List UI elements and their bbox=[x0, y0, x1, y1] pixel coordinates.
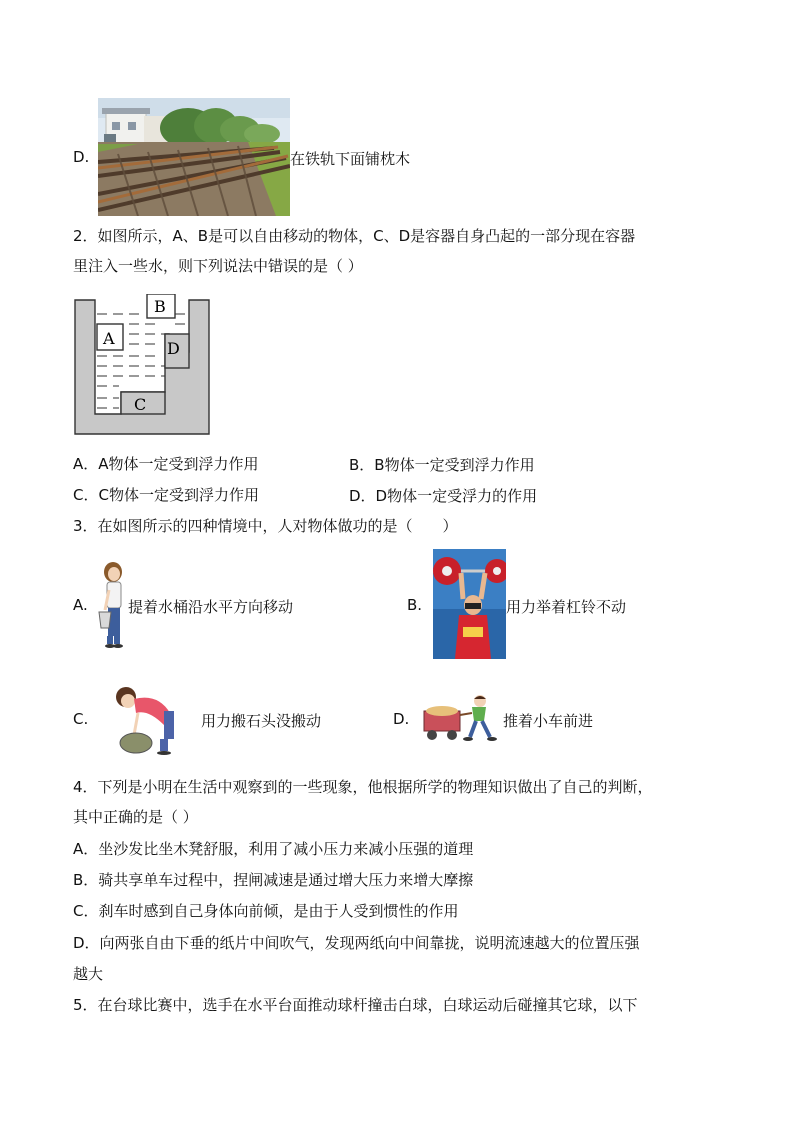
person-lifting-stone-image bbox=[108, 683, 180, 755]
question-3-option-d-prefix: D. bbox=[393, 710, 410, 728]
question-4-option-c: C．刹车时感到自己身体向前倾，是由于人受到惯性的作用 bbox=[73, 902, 459, 920]
question-3-option-a-text: 提着水桶沿水平方向移动 bbox=[128, 598, 294, 616]
label-c: C bbox=[134, 395, 147, 414]
question-2-option-c: C．C物体一定受到浮力作用 bbox=[73, 486, 259, 504]
question-4-option-d-line1: D．向两张自由下垂的纸片中间吹气，发现两纸向中间靠拢，说明流速越大的位置压强 bbox=[73, 934, 640, 952]
question-4-stem-line1: 4．下列是小明在生活中观察到的一些现象，他根据所学的物理知识做出了自己的判断， bbox=[73, 778, 653, 796]
label-b: B bbox=[154, 297, 166, 316]
person-pushing-cart-image bbox=[420, 693, 498, 745]
option-d-text: 在铁轨下面铺枕木 bbox=[290, 150, 411, 168]
question-2-option-b: B．B物体一定受到浮力作用 bbox=[349, 456, 535, 474]
label-d: D bbox=[167, 339, 180, 358]
question-3-option-b-text: 用力举着杠铃不动 bbox=[506, 598, 627, 616]
question-3-stem: 3．在如图所示的四种情境中，人对物体做功的是（ ） bbox=[73, 517, 458, 535]
option-d-prefix: D. bbox=[73, 148, 90, 166]
question-3-option-d-text: 推着小车前进 bbox=[503, 712, 594, 730]
person-carrying-bucket-image bbox=[97, 560, 127, 648]
railway-photo bbox=[98, 98, 290, 216]
question-3-option-a-prefix: A. bbox=[73, 596, 88, 614]
question-4-option-b: B．骑共享单车过程中，捏闸减速是通过增大压力来增大摩擦 bbox=[73, 871, 474, 889]
question-4-option-a: A．坐沙发比坐木凳舒服，利用了减小压力来减小压强的道理 bbox=[73, 840, 474, 858]
question-4-option-d-line2: 越大 bbox=[73, 965, 104, 983]
question-5-stem: 5．在台球比赛中，选手在水平台面推动球杆撞击白球，白球运动后碰撞其它球，以下 bbox=[73, 996, 638, 1014]
question-2-stem-line1: 2．如图所示，A、B是可以自由移动的物体，C、D是容器自身凸起的一部分现在容器 bbox=[73, 227, 636, 245]
weightlifter-photo bbox=[433, 549, 506, 659]
question-2-option-a: A．A物体一定受到浮力作用 bbox=[73, 455, 259, 473]
question-4-stem-line2: 其中正确的是（ ） bbox=[73, 808, 198, 826]
question-3-option-c-prefix: C. bbox=[73, 710, 89, 728]
container-figure bbox=[73, 294, 211, 438]
question-3-option-c-text: 用力搬石头没搬动 bbox=[201, 712, 322, 730]
label-a: A bbox=[103, 329, 115, 348]
question-3-option-b-prefix: B. bbox=[407, 596, 423, 614]
question-2-option-d: D．D物体一定受浮力的作用 bbox=[349, 487, 538, 505]
question-2-stem-line2: 里注入一些水，则下列说法中错误的是（ ） bbox=[73, 257, 363, 275]
